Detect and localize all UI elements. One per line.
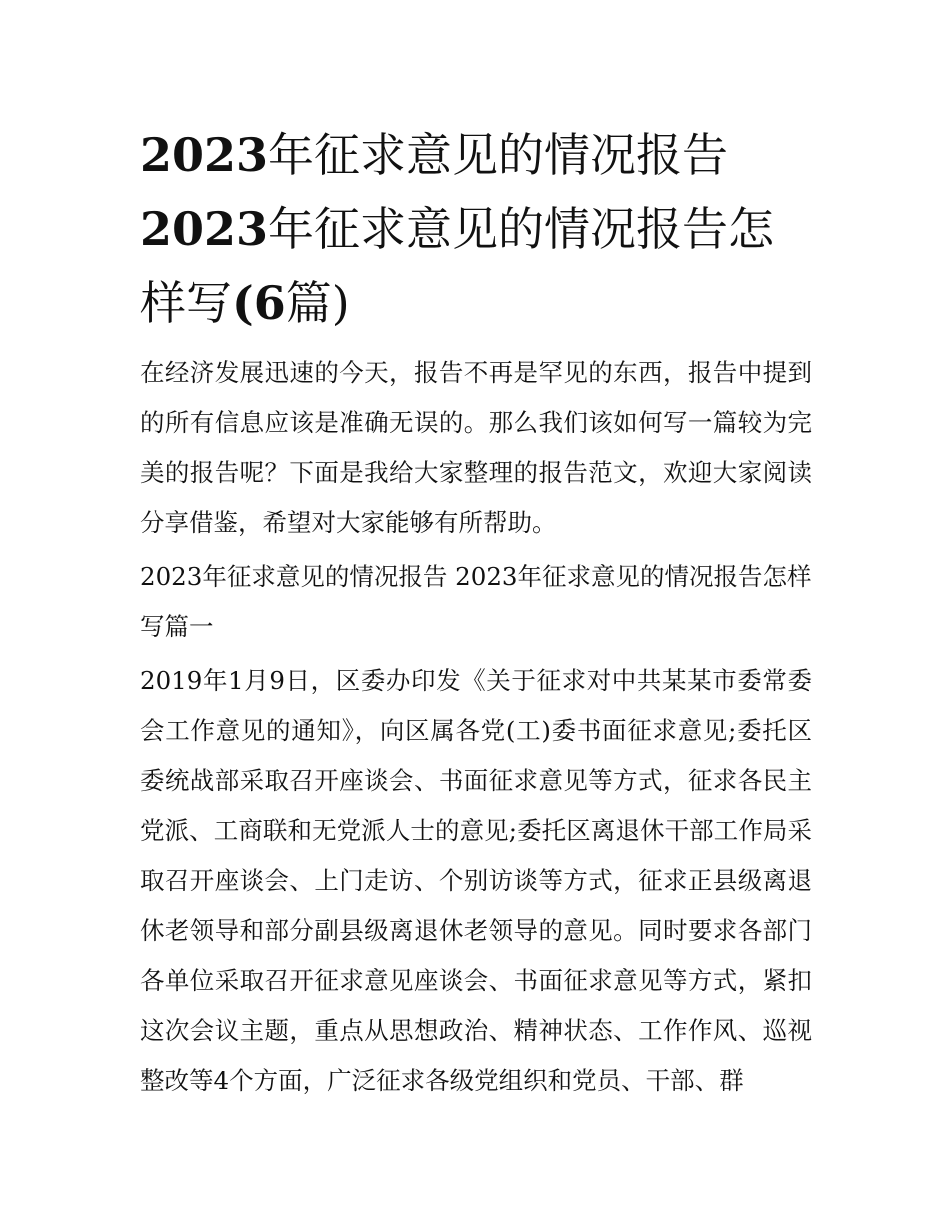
title-count-suffix: 篇) <box>285 276 350 330</box>
document-title <box>140 118 812 340</box>
title-text-1: 年征求意见的情况报告 <box>268 128 729 182</box>
title-text-2: 年征求意见的情况报告怎样写 <box>140 202 775 330</box>
intro-paragraph: 在经济发展迅速的今天，报告不再是罕见的东西，报告中提到的所有信息应该是准确无误的。那么我们该如何写一篇较为完美的报告呢？下面是我给大家整理的报告范文，欢迎大家阅读分享借鉴，希望对大家能够有所帮助。 <box>140 358 812 537</box>
section-heading: 2023年征求意见的情况报告 2023年征求意见的情况报告怎样写篇一 <box>140 562 812 641</box>
document-content <box>140 118 812 1106</box>
title-count: (6 <box>232 276 286 330</box>
title-year-1: 2023 <box>140 128 269 182</box>
title-year-2: 2023 <box>140 202 269 256</box>
body-paragraph: 2019年1月9日，区委办印发《关于征求对中共某某市委常委会工作意见的通知》，向区属各党(工)委书面征求意见;委托区委统战部采取召开座谈会、书面征求意见等方式，征求各民主党派、工商联和无党派人士的意见;委托区离退休干部工作局采取召开座谈会、上门走访、个别访谈等方式，征求正县级离退休老领导和部分副县级离退休老领导的意见。同时要求各部门各单位采取召开征求意见座谈会、书面征求意见等方式，紧扣这次会议主题，重点从思想政治、精神状态、工作作风、巡视整改等4个方面，广泛征求各级党组织和党员、干部、群 <box>140 666 812 1095</box>
